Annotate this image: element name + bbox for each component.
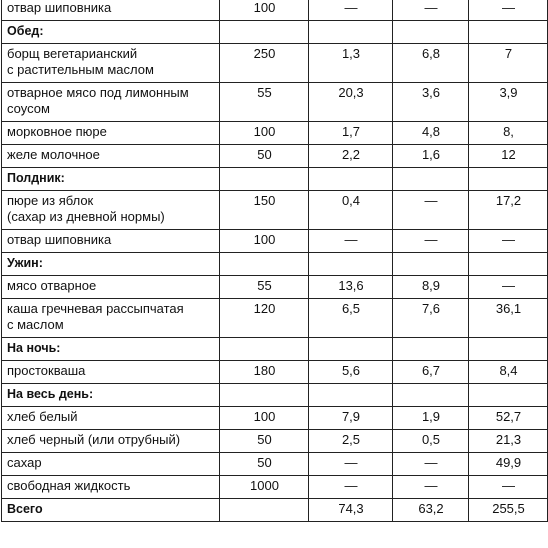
value-cell-3: 17,2 (469, 191, 548, 230)
quantity-cell (220, 168, 309, 191)
value-cell-3: — (469, 476, 548, 499)
section-row (2, 21, 548, 44)
value-cell-1: — (309, 453, 393, 476)
section-row (2, 253, 548, 276)
value-cell-3 (469, 338, 548, 361)
quantity-cell: 120 (220, 299, 309, 338)
value-cell-2: 6,8 (393, 44, 469, 83)
value-cell-3: 36,1 (469, 299, 548, 338)
quantity-cell: 100 (220, 0, 309, 21)
table-row (2, 361, 548, 384)
value-cell-2: — (393, 476, 469, 499)
value-cell-2 (393, 21, 469, 44)
value-cell-2: 7,6 (393, 299, 469, 338)
quantity-cell (220, 499, 309, 522)
value-cell-3: — (469, 230, 548, 253)
table-row (2, 230, 548, 253)
value-cell-1: 13,6 (309, 276, 393, 299)
quantity-cell: 150 (220, 191, 309, 230)
section-title: Обед: (2, 21, 220, 44)
value-cell-1: 2,2 (309, 145, 393, 168)
value-cell-2: 8,9 (393, 276, 469, 299)
table-row (2, 407, 548, 430)
section-row (2, 384, 548, 407)
value-cell-1: 0,4 (309, 191, 393, 230)
value-cell-1 (309, 384, 393, 407)
table-row (2, 44, 548, 83)
value-cell-3: 12 (469, 145, 548, 168)
quantity-cell: 100 (220, 407, 309, 430)
quantity-cell (220, 338, 309, 361)
menu-table-body (2, 0, 548, 522)
table-row (2, 191, 548, 230)
value-cell-1: — (309, 0, 393, 21)
value-cell-2: 6,7 (393, 361, 469, 384)
table-row (2, 145, 548, 168)
quantity-cell: 100 (220, 230, 309, 253)
value-cell-3 (469, 253, 548, 276)
value-cell-1: 5,6 (309, 361, 393, 384)
value-cell-1 (309, 168, 393, 191)
value-cell-1: 74,3 (309, 499, 393, 522)
dish-name: борщ вегетарианский с растительным маслом (2, 44, 220, 83)
value-cell-3: 8, (469, 122, 548, 145)
table-row (2, 83, 548, 122)
dish-name: морковное пюре (2, 122, 220, 145)
dish-name: сахар (2, 453, 220, 476)
value-cell-3: — (469, 276, 548, 299)
value-cell-3: 7 (469, 44, 548, 83)
value-cell-3: 255,5 (469, 499, 548, 522)
menu-table (1, 0, 548, 522)
quantity-cell: 180 (220, 361, 309, 384)
table-row (2, 430, 548, 453)
value-cell-3 (469, 384, 548, 407)
quantity-cell (220, 21, 309, 44)
total-label: Всего (2, 499, 220, 522)
value-cell-3: — (469, 0, 548, 21)
quantity-cell: 55 (220, 276, 309, 299)
value-cell-2 (393, 253, 469, 276)
dish-name: желе молочное (2, 145, 220, 168)
value-cell-2: 1,6 (393, 145, 469, 168)
value-cell-2 (393, 338, 469, 361)
value-cell-1 (309, 338, 393, 361)
quantity-cell (220, 384, 309, 407)
value-cell-2: 4,8 (393, 122, 469, 145)
dish-name: простокваша (2, 361, 220, 384)
dish-name: мясо отварное (2, 276, 220, 299)
value-cell-1 (309, 21, 393, 44)
value-cell-2 (393, 168, 469, 191)
dish-name: свободная жидкость (2, 476, 220, 499)
value-cell-3: 21,3 (469, 430, 548, 453)
value-cell-1 (309, 253, 393, 276)
dish-name: пюре из яблок (сахар из дневной нормы) (2, 191, 220, 230)
quantity-cell: 250 (220, 44, 309, 83)
section-row (2, 338, 548, 361)
value-cell-3: 3,9 (469, 83, 548, 122)
table-row (2, 276, 548, 299)
value-cell-3: 8,4 (469, 361, 548, 384)
quantity-cell: 55 (220, 83, 309, 122)
value-cell-1: — (309, 230, 393, 253)
section-row (2, 168, 548, 191)
dish-name: каша гречневая рассыпчатая с маслом (2, 299, 220, 338)
value-cell-1: 20,3 (309, 83, 393, 122)
value-cell-2: 63,2 (393, 499, 469, 522)
table-row (2, 122, 548, 145)
section-title: На весь день: (2, 384, 220, 407)
value-cell-2: 3,6 (393, 83, 469, 122)
section-title: На ночь: (2, 338, 220, 361)
value-cell-3: 52,7 (469, 407, 548, 430)
value-cell-3: 49,9 (469, 453, 548, 476)
value-cell-1: 1,7 (309, 122, 393, 145)
table-row (2, 476, 548, 499)
value-cell-1: 6,5 (309, 299, 393, 338)
quantity-cell: 100 (220, 122, 309, 145)
value-cell-2: — (393, 453, 469, 476)
dish-name: отвар шиповника (2, 0, 220, 21)
value-cell-2: — (393, 0, 469, 21)
dish-name: хлеб черный (или отрубный) (2, 430, 220, 453)
quantity-cell (220, 253, 309, 276)
value-cell-2 (393, 384, 469, 407)
table-row (2, 299, 548, 338)
value-cell-2: — (393, 230, 469, 253)
section-title: Ужин: (2, 253, 220, 276)
dish-name: хлеб белый (2, 407, 220, 430)
dish-name: отварное мясо под лимонным соусом (2, 83, 220, 122)
value-cell-1: 7,9 (309, 407, 393, 430)
quantity-cell: 1000 (220, 476, 309, 499)
quantity-cell: 50 (220, 430, 309, 453)
section-title: Полдник: (2, 168, 220, 191)
value-cell-2: 0,5 (393, 430, 469, 453)
table-row (2, 0, 548, 21)
value-cell-2: 1,9 (393, 407, 469, 430)
quantity-cell: 50 (220, 145, 309, 168)
table-row (2, 453, 548, 476)
value-cell-3 (469, 21, 548, 44)
total-row (2, 499, 548, 522)
dish-name: отвар шиповника (2, 230, 220, 253)
quantity-cell: 50 (220, 453, 309, 476)
value-cell-3 (469, 168, 548, 191)
value-cell-1: — (309, 476, 393, 499)
value-cell-1: 2,5 (309, 430, 393, 453)
value-cell-1: 1,3 (309, 44, 393, 83)
value-cell-2: — (393, 191, 469, 230)
